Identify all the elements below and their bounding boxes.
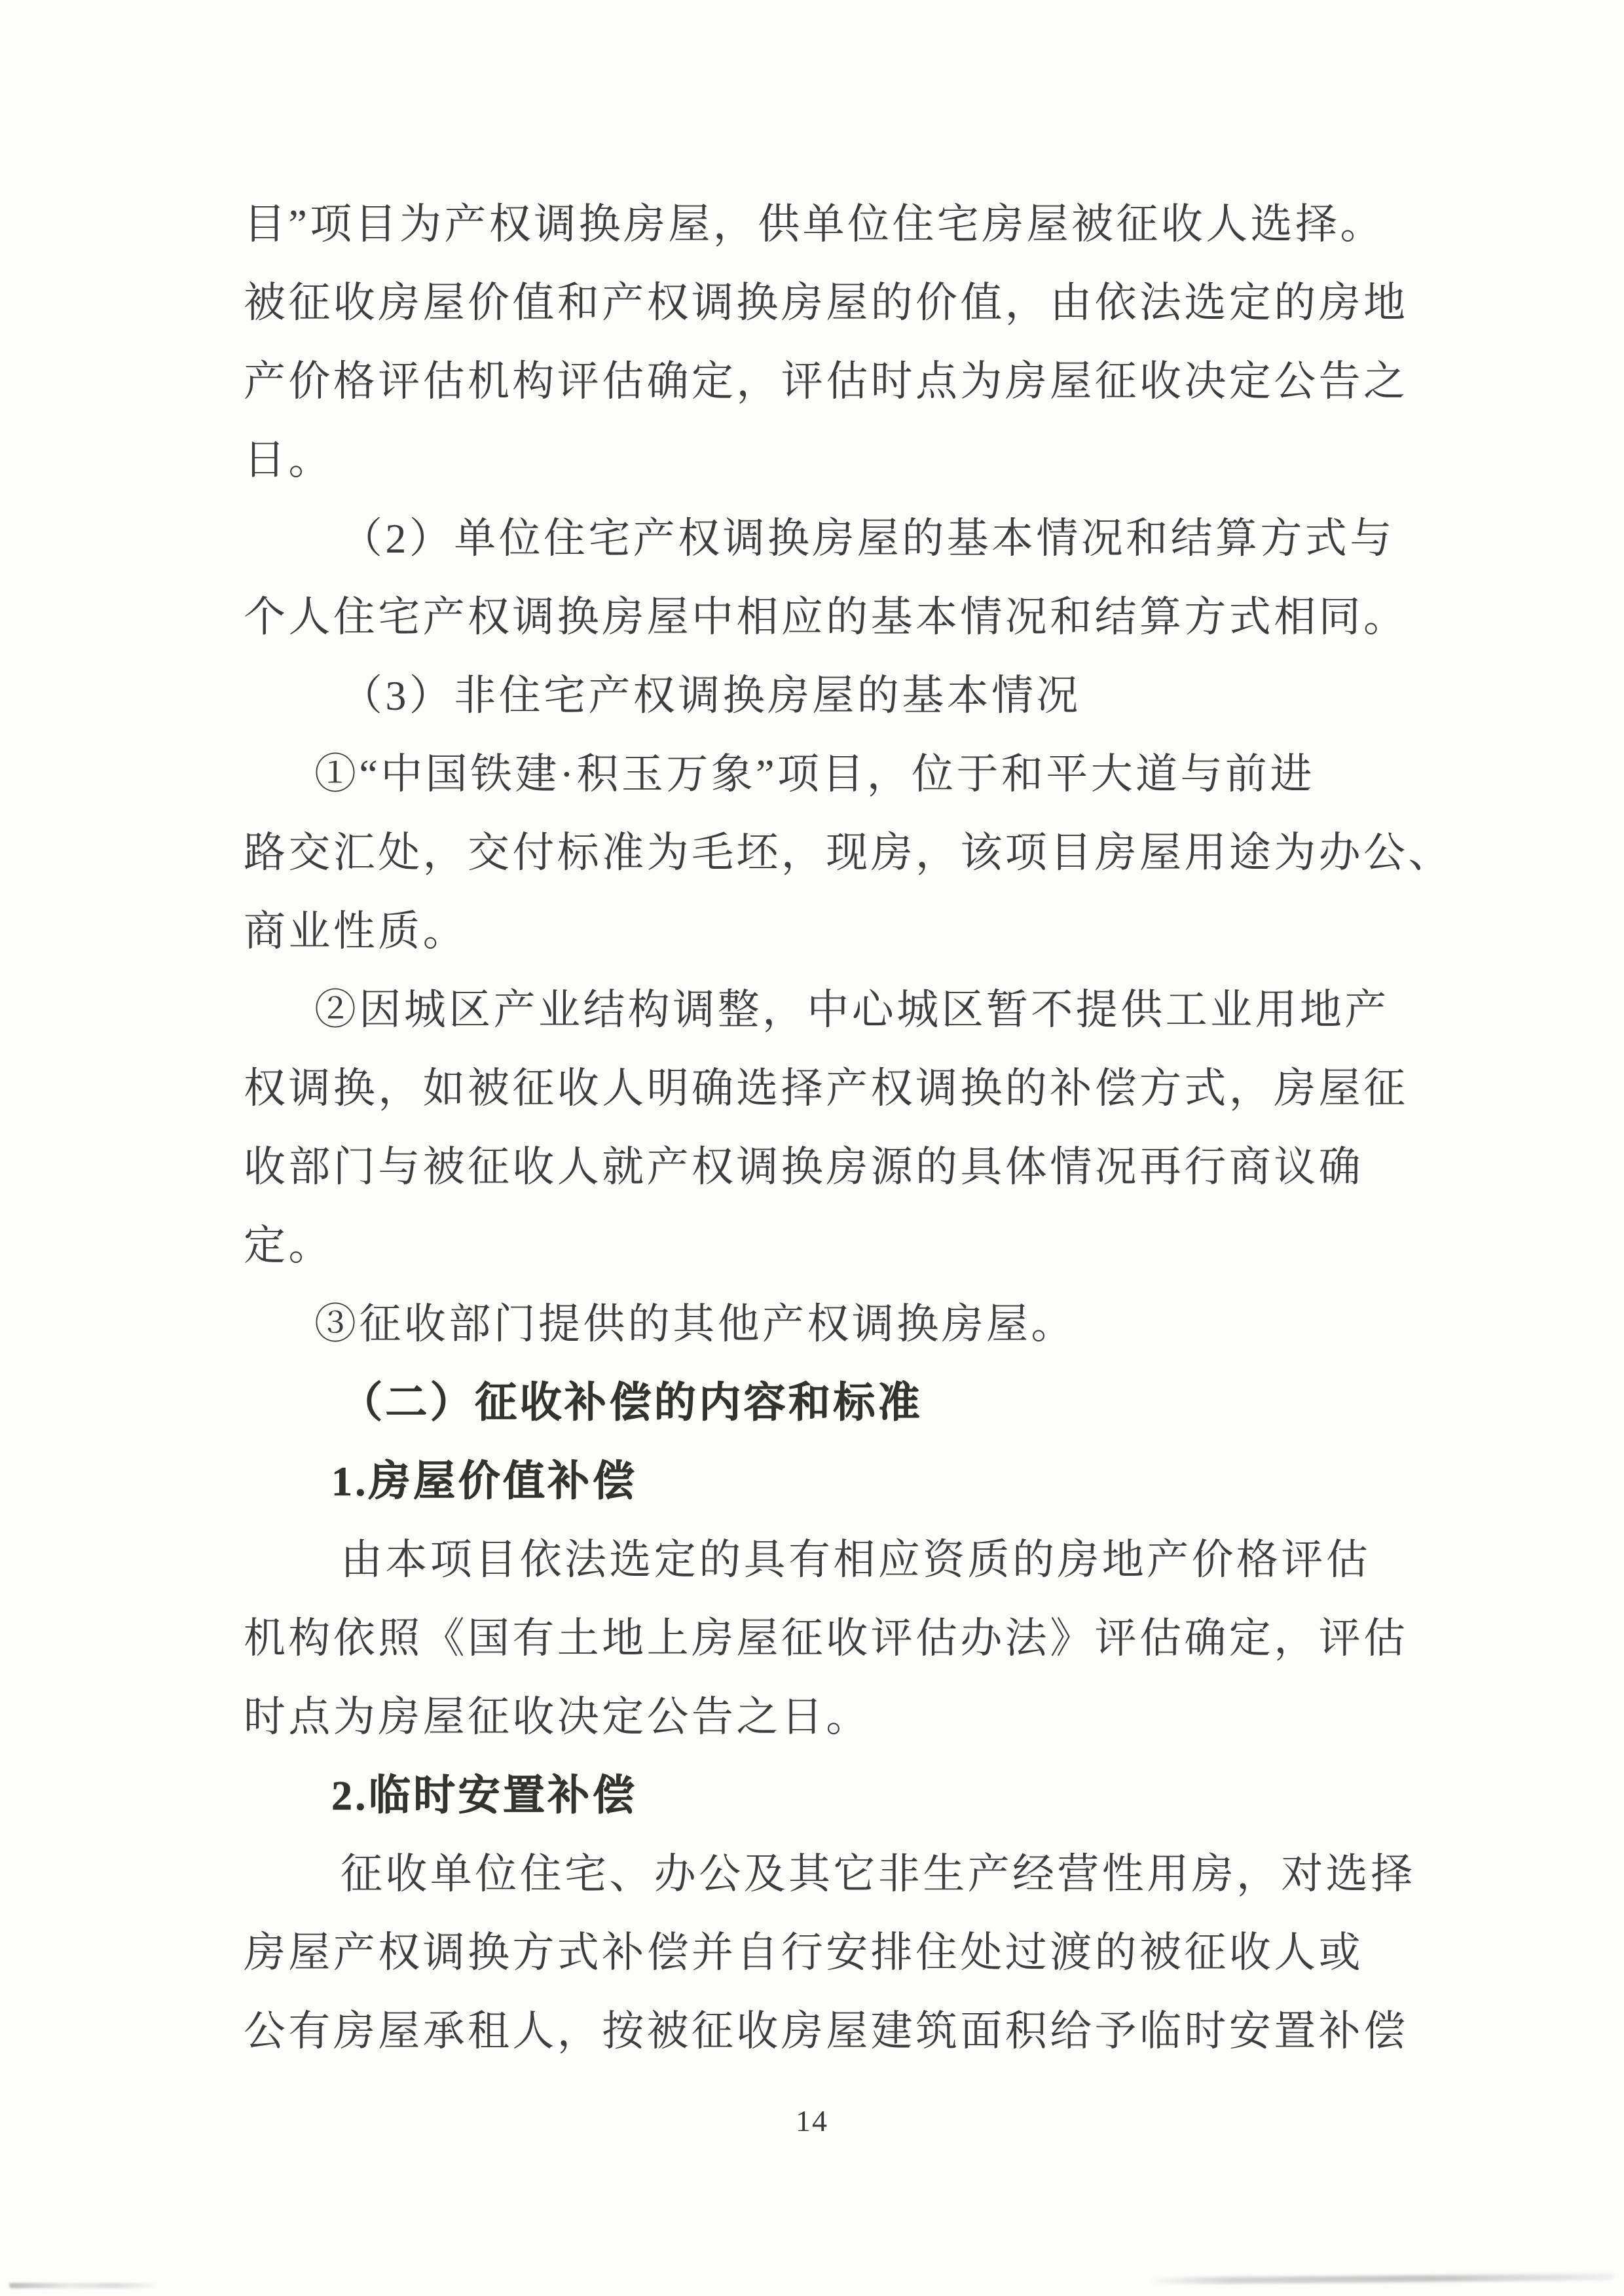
- text-line: 路交汇处，交付标准为毛坯，现房，该项目房屋用途为办公、: [244, 829, 1453, 876]
- text-line: 公有房屋承租人，按被征收房屋建筑面积给予临时安置补偿: [244, 2008, 1409, 2054]
- text-line: 2.临时安置补偿: [331, 1772, 638, 1819]
- document-body: [244, 185, 1453, 2071]
- text-line: 商业性质。: [244, 908, 468, 955]
- text-line: 个人住宅产权调换房屋中相应的基本情况和结算方式相同。: [244, 594, 1409, 640]
- text-line: 产价格评估机构评估确定，评估时点为房屋征收决定公告之: [244, 358, 1409, 405]
- text-line: 由本项目依法选定的具有相应资质的房地产价格评估: [341, 1537, 1371, 1583]
- text-line: 被征收房屋价值和产权调换房屋的价值，由依法选定的房地: [244, 280, 1409, 326]
- text-line: 房屋产权调换方式补偿并自行安排住处过渡的被征收人或: [244, 1929, 1363, 1976]
- text-line: 收部门与被征收人就产权调换房源的具体情况再行商议确: [244, 1144, 1363, 1190]
- text-line: 定。: [244, 1222, 333, 1269]
- text-line: ③征收部门提供的其他产权调换房屋。: [314, 1301, 1076, 1347]
- text-line: ②因城区产业结构调整，中心城区暂不提供工业用地产: [314, 987, 1390, 1033]
- text-line: 目”项目为产权调换房屋，供单位住宅房屋被征收人选择。: [244, 201, 1385, 247]
- page-number: 14: [796, 2104, 828, 2138]
- text-line: 机构依照《国有土地上房屋征收评估办法》评估确定，评估: [244, 1615, 1409, 1662]
- text-line: （2）单位住宅产权调换房屋的基本情况和结算方式与: [341, 515, 1395, 562]
- text-line: 日。: [244, 437, 333, 483]
- text-line: ①“中国铁建·积玉万象”项目，位于和平大道与前进: [314, 751, 1315, 797]
- text-line: 时点为房屋征收决定公告之日。: [244, 1694, 871, 1740]
- text-line: （二）征收补偿的内容和标准: [341, 1379, 923, 1426]
- text-line: （3）非住宅产权调换房屋的基本情况: [341, 672, 1081, 719]
- scan-artifact-streak: [9, 2283, 160, 2288]
- scan-artifact-streak: [1146, 2274, 1614, 2284]
- text-line: 1.房屋价值补偿: [331, 1458, 638, 1504]
- text-line: 权调换，如被征收人明确选择产权调换的补偿方式，房屋征: [244, 1065, 1409, 1112]
- text-line: 征收单位住宅、办公及其它非生产经营性用房，对选择: [341, 1851, 1416, 1897]
